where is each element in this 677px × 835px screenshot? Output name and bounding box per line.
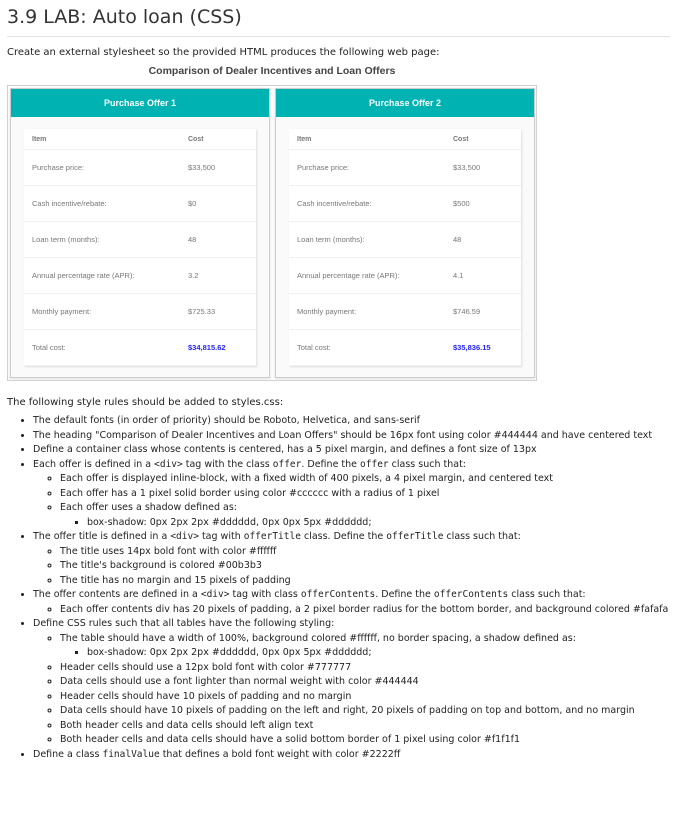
cost-cell: $33,500: [188, 150, 256, 186]
table-row: [24, 294, 256, 330]
rule-text: The table should have a width of 100%, background colored #ffffff, no border spacing, a shadow defined as:: [60, 632, 576, 644]
item-cell: Loan term (months):: [289, 222, 453, 258]
item-cell: Monthly payment:: [289, 294, 453, 330]
item-cell: Total cost:: [24, 330, 188, 366]
table-row: [289, 222, 521, 258]
rule-item: [33, 458, 670, 531]
example-heading: Comparison of Dealer Incentives and Loan Offers: [148, 65, 396, 77]
table-row: [289, 330, 521, 366]
offer-title: Purchase Offer 1: [11, 89, 269, 117]
table-row: [289, 186, 521, 222]
table-row: [289, 258, 521, 294]
sub-rule-item: [60, 675, 670, 690]
item-cell: Purchase price:: [289, 150, 453, 186]
sub-rules-list: [33, 545, 670, 589]
table-row: [289, 294, 521, 330]
rule-text: . Define the: [375, 589, 434, 600]
rule-text: The title has no margin and 15 pixels of padding: [60, 574, 291, 586]
rule-text: tag with: [198, 531, 244, 542]
cost-cell: 48: [453, 222, 521, 258]
table-row: [24, 330, 256, 366]
rule-text: box-shadow: 0px 2px 2px #dddddd, 0px 0px 5px #dddddd;: [87, 647, 372, 658]
rule-text: class such that:: [443, 531, 521, 542]
table-header-row: [289, 129, 521, 150]
intro-text: Create an external stylesheet so the provided HTML produces the following web page:: [7, 47, 440, 58]
cost-cell: $33,500: [453, 150, 521, 186]
sub-rule-item: [60, 632, 670, 661]
rule-text: Header cells should use a 12px bold font with color #777777: [60, 661, 352, 673]
code-snippet: offerTitle: [243, 531, 301, 542]
offer-table: [289, 129, 521, 366]
offer-table: [24, 129, 256, 366]
rule-text: Define a class: [33, 748, 103, 760]
code-snippet: finalValue: [102, 748, 160, 760]
rule-text: class. Define the: [300, 531, 387, 542]
code-snippet: <div>: [200, 589, 230, 600]
cost-cell: $0: [188, 186, 256, 222]
table-row: [24, 258, 256, 294]
rule-text: The offer contents are defined in a: [33, 589, 201, 600]
page: [0, 6, 677, 762]
item-cell: Total cost:: [289, 330, 453, 366]
sub-rule-item: [60, 501, 670, 530]
item-cell: Annual percentage rate (APR):: [289, 258, 453, 294]
cost-cell: 48: [188, 222, 256, 258]
rule-item: [33, 443, 670, 458]
item-cell: Purchase price:: [24, 150, 188, 186]
sub-sub-rules-list: [60, 516, 670, 531]
rule-text: tag with the class: [182, 458, 273, 470]
code-snippet: offer: [272, 458, 302, 470]
rule-text: Header cells should have 10 pixels of padding and no margin: [60, 690, 352, 702]
cost-cell: 3.2: [188, 258, 256, 294]
cost-header: Cost: [188, 129, 256, 150]
item-cell: Loan term (months):: [24, 222, 188, 258]
code-snippet: <div>: [170, 531, 199, 542]
sub-rule-item: [60, 487, 670, 502]
rule-item: [33, 530, 670, 588]
sub-rule-item: [60, 472, 670, 487]
cost-cell: $746.59: [453, 294, 521, 330]
table-row: [24, 222, 256, 258]
offer-contents: [11, 117, 269, 366]
final-value-cell: $34,815.62: [188, 330, 256, 366]
rule-text: Define a container class whose contents is centered, has a 5 pixel margin, and defines a font size of 13px: [33, 444, 537, 455]
rule-text: Data cells should use a font lighter than normal weight with color #444444: [60, 676, 419, 687]
offer-title: Purchase Offer 2: [276, 89, 534, 117]
rule-text: Each offer uses a shadow defined as:: [60, 502, 238, 513]
offer-contents: [276, 117, 534, 366]
rule-text: Each offer has a 1 pixel solid border using color #cccccc with a radius of 1 pixel: [60, 487, 440, 499]
sub-rules-list: [33, 472, 670, 530]
sub-rule-item: [60, 545, 670, 560]
example-output-frame: [7, 85, 537, 381]
rule-text: Both header cells and data cells should left align text: [60, 719, 314, 731]
rule-text: class such that:: [508, 589, 586, 600]
table-header-row: [24, 129, 256, 150]
rule-item: [33, 748, 670, 763]
rule-text: The title's background is colored #00b3b3: [60, 560, 262, 571]
sub-rules-list: [33, 632, 670, 748]
code-snippet: offerTitle: [386, 531, 444, 542]
sub-rule-item: [60, 719, 670, 734]
sub-rule-item: [60, 603, 670, 618]
rule-text: The default fonts (in order of priority) should be Roboto, Helvetica, and sans-serif: [33, 415, 421, 426]
item-cell: Monthly payment:: [24, 294, 188, 330]
sub-rule-item: [60, 661, 670, 676]
rule-text: box-shadow: 0px 2px 2px #dddddd, 0px 0px 5px #dddddd;: [87, 516, 372, 528]
sub-sub-rule-item: [87, 516, 670, 531]
rule-text: that defines a bold font weight with color #2222ff: [159, 748, 401, 760]
rule-item: [33, 617, 670, 748]
code-snippet: offer: [360, 458, 389, 470]
sub-rules-list: [33, 603, 670, 618]
rule-text: Data cells should have 10 pixels of padding on the left and right, 20 pixels of padding on top and bottom, and no margin: [60, 705, 635, 716]
code-snippet: offerContents: [300, 589, 376, 600]
sub-rule-item: [60, 574, 670, 589]
item-header: Item: [289, 129, 453, 150]
rule-item: [33, 588, 670, 617]
sub-rule-item: [60, 690, 670, 705]
cost-header: Cost: [453, 129, 521, 150]
rule-text: Each offer contents div has 20 pixels of padding, a 2 pixel border radius for the bottom border, and background colored #fafafa: [60, 603, 669, 615]
rule-text: The heading "Comparison of Dealer Incentives and Loan Offers" should be 16px font using color #444444 and have centered text: [33, 429, 653, 441]
table-row: [289, 150, 521, 186]
item-cell: Cash incentive/rebate:: [24, 186, 188, 222]
rule-text: . Define the: [301, 458, 361, 470]
rule-text: Each offer is displayed inline-block, with a fixed width of 400 pixels, a 4 pixel margin, and centered text: [60, 473, 554, 484]
rule-text: The title uses 14px bold font with color #ffffff: [60, 545, 277, 557]
offer-card-1: [10, 88, 270, 378]
code-snippet: <div>: [154, 458, 183, 470]
sub-rule-item: [60, 704, 670, 719]
rule-text: tag with class: [229, 589, 301, 600]
sub-rule-item: [60, 559, 670, 574]
sub-rule-item: [60, 733, 670, 748]
sub-sub-rules-list: [60, 646, 670, 661]
final-value-cell: $35,836.15: [453, 330, 521, 366]
rule-text: Define CSS rules such that all tables have the following styling:: [33, 618, 335, 629]
title-divider: [7, 36, 670, 37]
item-cell: Cash incentive/rebate:: [289, 186, 453, 222]
rule-item: [33, 414, 670, 429]
table-row: [24, 150, 256, 186]
rules-intro: The following style rules should be added to styles.css:: [7, 397, 284, 408]
rule-text: Both header cells and data cells should have a solid bottom border of 1 pixel using color #f1f1f1: [60, 734, 521, 745]
code-snippet: offerContents: [433, 589, 509, 600]
offer-card-2: [275, 88, 535, 378]
page-title: 3.9 LAB: Auto loan (CSS): [7, 6, 242, 28]
rules-list: [7, 414, 670, 762]
item-header: Item: [24, 129, 188, 150]
cost-cell: 4.1: [453, 258, 521, 294]
rule-text: Each offer is defined in a: [33, 458, 155, 470]
cost-cell: $500: [453, 186, 521, 222]
cost-cell: $725.33: [188, 294, 256, 330]
rule-text: class such that:: [388, 458, 467, 470]
rule-text: The offer title is defined in a: [33, 531, 171, 542]
sub-sub-rule-item: [87, 646, 670, 661]
item-cell: Annual percentage rate (APR):: [24, 258, 188, 294]
rule-item: [33, 429, 670, 444]
table-row: [24, 186, 256, 222]
